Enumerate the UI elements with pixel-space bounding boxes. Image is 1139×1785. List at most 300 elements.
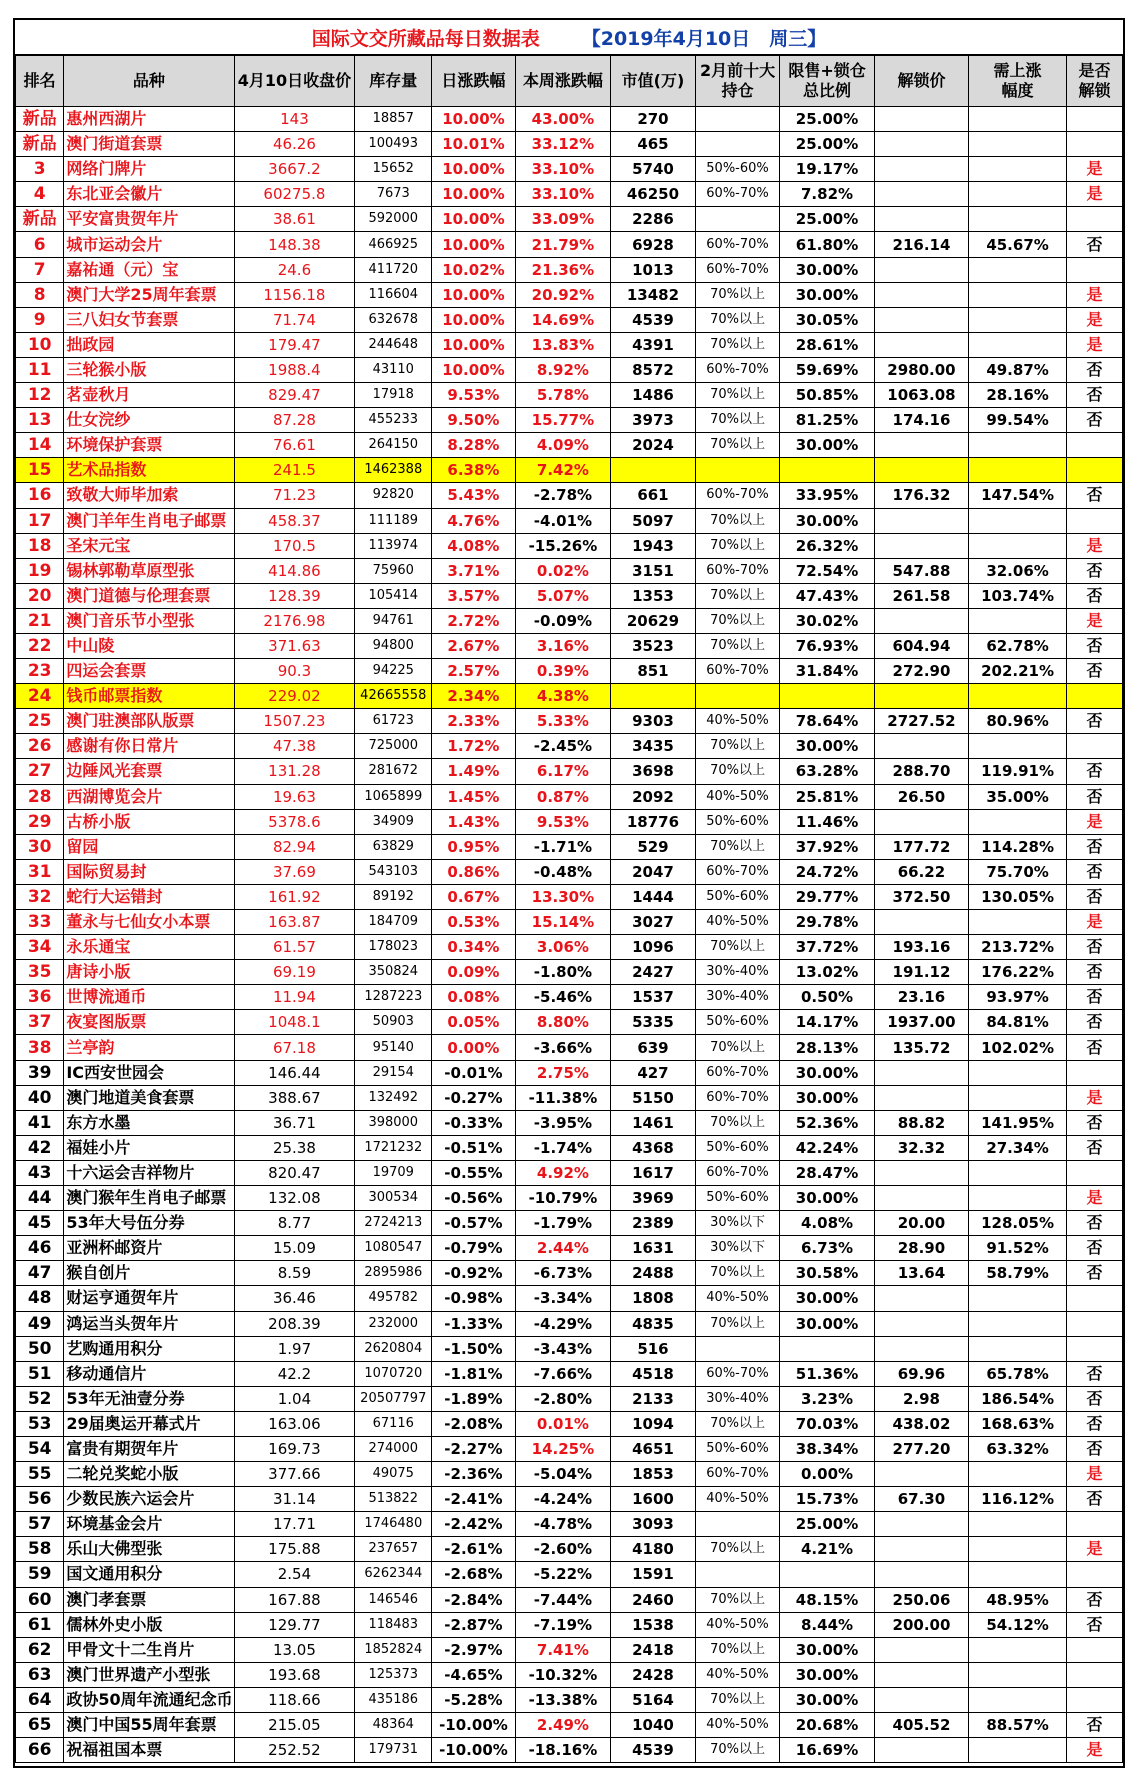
rank-cell: 10 (16, 332, 64, 357)
need-rise-cell (969, 282, 1067, 307)
rank-cell: 40 (16, 1085, 64, 1110)
stock-cell: 1287223 (355, 985, 432, 1010)
lock-ratio-cell: 19.17% (780, 157, 874, 182)
day-change-cell: 10.00% (432, 332, 515, 357)
table-row (16, 533, 1123, 558)
is-unlocked-cell (1066, 1160, 1122, 1185)
name-cell: 环境保护套票 (64, 433, 234, 458)
col-header-name: 品种 (64, 56, 234, 107)
top10-cell: 50%-60% (695, 1010, 780, 1035)
unlock-price-cell: 66.22 (874, 859, 968, 884)
day-change-cell: -2.97% (432, 1637, 515, 1662)
market-cap-cell: 1538 (611, 1612, 696, 1637)
stock-cell: 725000 (355, 734, 432, 759)
is-unlocked-cell: 否 (1066, 1386, 1122, 1411)
need-rise-cell (969, 1336, 1067, 1361)
week-change-cell: -18.16% (515, 1738, 611, 1763)
week-change-cell: 15.14% (515, 910, 611, 935)
unlock-price-cell: 69.96 (874, 1361, 968, 1386)
price-cell: 24.6 (234, 257, 355, 282)
is-unlocked-cell (1066, 458, 1122, 483)
price-cell: 252.52 (234, 1738, 355, 1763)
is-unlocked-cell (1066, 734, 1122, 759)
table-row (16, 809, 1123, 834)
table-row (16, 834, 1123, 859)
price-cell: 2.54 (234, 1562, 355, 1587)
rank-cell: 42 (16, 1135, 64, 1160)
is-unlocked-cell: 否 (1066, 709, 1122, 734)
market-cap-cell: 4368 (611, 1135, 696, 1160)
stock-cell: 513822 (355, 1487, 432, 1512)
day-change-cell: 1.45% (432, 784, 515, 809)
col-header-need-rise: 需上涨 幅度 (969, 56, 1067, 107)
rank-cell: 7 (16, 257, 64, 282)
table-row (16, 1336, 1123, 1361)
rank-cell: 20 (16, 583, 64, 608)
need-rise-cell (969, 1186, 1067, 1211)
name-cell: 少数民族六运会片 (64, 1487, 234, 1512)
unlock-price-cell (874, 282, 968, 307)
top10-cell: 70%以上 (695, 1110, 780, 1135)
price-cell: 76.61 (234, 433, 355, 458)
day-change-cell: 0.08% (432, 985, 515, 1010)
day-change-cell: 10.00% (432, 232, 515, 257)
stock-cell: 1080547 (355, 1236, 432, 1261)
lock-ratio-cell (780, 684, 874, 709)
top10-cell: 40%-50% (695, 784, 780, 809)
need-rise-cell: 48.95% (969, 1587, 1067, 1612)
name-cell: 感谢有你日常片 (64, 734, 234, 759)
week-change-cell: 0.87% (515, 784, 611, 809)
stock-cell: 61723 (355, 709, 432, 734)
week-change-cell: 3.16% (515, 633, 611, 658)
price-cell: 193.68 (234, 1662, 355, 1687)
day-change-cell: -0.56% (432, 1186, 515, 1211)
lock-ratio-cell: 4.21% (780, 1537, 874, 1562)
top10-cell: 40%-50% (695, 910, 780, 935)
unlock-price-cell (874, 1662, 968, 1687)
name-cell: 圣宋元宝 (64, 533, 234, 558)
week-change-cell: 4.09% (515, 433, 611, 458)
day-change-cell: 3.57% (432, 583, 515, 608)
need-rise-cell (969, 1637, 1067, 1662)
need-rise-cell: 28.16% (969, 383, 1067, 408)
is-unlocked-cell (1066, 1311, 1122, 1336)
lock-ratio-cell: 15.73% (780, 1487, 874, 1512)
name-cell: 西湖博览会片 (64, 784, 234, 809)
stock-cell: 100493 (355, 132, 432, 157)
market-cap-cell: 2133 (611, 1386, 696, 1411)
table-row (16, 859, 1123, 884)
market-cap-cell: 1591 (611, 1562, 696, 1587)
lock-ratio-cell: 28.61% (780, 332, 874, 357)
market-cap-cell (611, 684, 696, 709)
market-cap-cell: 13482 (611, 282, 696, 307)
market-cap-cell: 516 (611, 1336, 696, 1361)
unlock-price-cell: 261.58 (874, 583, 968, 608)
stock-cell: 1746480 (355, 1512, 432, 1537)
table-row (16, 935, 1123, 960)
lock-ratio-cell: 47.43% (780, 583, 874, 608)
stock-cell: 89192 (355, 884, 432, 909)
need-rise-cell (969, 684, 1067, 709)
week-change-cell: -4.24% (515, 1487, 611, 1512)
need-rise-cell: 186.54% (969, 1386, 1067, 1411)
top10-cell: 60%-70% (695, 232, 780, 257)
need-rise-cell (969, 1562, 1067, 1587)
table-row (16, 884, 1123, 909)
top10-cell: 60%-70% (695, 1160, 780, 1185)
is-unlocked-cell: 是 (1066, 608, 1122, 633)
top10-cell: 30%-40% (695, 960, 780, 985)
need-rise-cell (969, 1537, 1067, 1562)
name-cell: 29届奥运开幕式片 (64, 1411, 234, 1436)
unlock-price-cell (874, 1060, 968, 1085)
price-cell: 208.39 (234, 1311, 355, 1336)
need-rise-cell (969, 182, 1067, 207)
header-row (16, 56, 1123, 107)
table-row (16, 1211, 1123, 1236)
day-change-cell: 2.67% (432, 633, 515, 658)
need-rise-cell (969, 307, 1067, 332)
name-cell: 艺术品指数 (64, 458, 234, 483)
lock-ratio-cell: 72.54% (780, 558, 874, 583)
market-cap-cell: 2418 (611, 1637, 696, 1662)
top10-cell: 50%-60% (695, 157, 780, 182)
day-change-cell: -0.57% (432, 1211, 515, 1236)
name-cell: 富贵有期贺年片 (64, 1436, 234, 1461)
is-unlocked-cell: 是 (1066, 332, 1122, 357)
price-cell: 179.47 (234, 332, 355, 357)
stock-cell: 7673 (355, 182, 432, 207)
top10-cell: 30%以下 (695, 1236, 780, 1261)
top10-cell: 70%以上 (695, 734, 780, 759)
market-cap-cell: 1094 (611, 1411, 696, 1436)
rank-cell: 新品 (16, 107, 64, 132)
top10-cell: 30%以下 (695, 1211, 780, 1236)
is-unlocked-cell: 是 (1066, 1085, 1122, 1110)
week-change-cell: 4.92% (515, 1160, 611, 1185)
need-rise-cell (969, 1286, 1067, 1311)
price-cell: 175.88 (234, 1537, 355, 1562)
need-rise-cell: 116.12% (969, 1487, 1067, 1512)
price-cell: 163.06 (234, 1411, 355, 1436)
top10-cell: 70%以上 (695, 1637, 780, 1662)
lock-ratio-cell (780, 1562, 874, 1587)
week-change-cell: 9.53% (515, 809, 611, 834)
need-rise-cell: 88.57% (969, 1713, 1067, 1738)
unlock-price-cell: 28.90 (874, 1236, 968, 1261)
price-cell: 17.71 (234, 1512, 355, 1537)
stock-cell: 146546 (355, 1587, 432, 1612)
top10-cell: 30%-40% (695, 985, 780, 1010)
unlock-price-cell (874, 1462, 968, 1487)
need-rise-cell: 93.97% (969, 985, 1067, 1010)
day-change-cell: 10.00% (432, 107, 515, 132)
name-cell: 惠州西湖片 (64, 107, 234, 132)
price-cell: 148.38 (234, 232, 355, 257)
week-change-cell: -1.79% (515, 1211, 611, 1236)
day-change-cell: -0.79% (432, 1236, 515, 1261)
price-cell: 1048.1 (234, 1010, 355, 1035)
day-change-cell: -0.92% (432, 1261, 515, 1286)
day-change-cell: -1.33% (432, 1311, 515, 1336)
col-header-price: 4月10日收盘价 (234, 56, 355, 107)
market-cap-cell: 3973 (611, 408, 696, 433)
table-row (16, 1487, 1123, 1512)
lock-ratio-cell: 30.58% (780, 1261, 874, 1286)
week-change-cell: 43.00% (515, 107, 611, 132)
stock-cell: 111189 (355, 508, 432, 533)
need-rise-cell: 80.96% (969, 709, 1067, 734)
name-cell: 二轮兑奖蛇小版 (64, 1462, 234, 1487)
unlock-price-cell: 23.16 (874, 985, 968, 1010)
table-row (16, 1311, 1123, 1336)
day-change-cell: -1.81% (432, 1361, 515, 1386)
price-cell: 36.71 (234, 1110, 355, 1135)
sheet-date: 【2019年4月10日 周三】 (581, 27, 827, 50)
top10-cell: 40%-50% (695, 1713, 780, 1738)
day-change-cell: -0.27% (432, 1085, 515, 1110)
rank-cell: 53 (16, 1411, 64, 1436)
name-cell: IC西安世园会 (64, 1060, 234, 1085)
is-unlocked-cell (1066, 684, 1122, 709)
week-change-cell: 5.78% (515, 383, 611, 408)
lock-ratio-cell: 30.00% (780, 734, 874, 759)
table-row (16, 784, 1123, 809)
lock-ratio-cell: 25.81% (780, 784, 874, 809)
unlock-price-cell: 174.16 (874, 408, 968, 433)
price-cell: 42.2 (234, 1361, 355, 1386)
unlock-price-cell: 250.06 (874, 1587, 968, 1612)
stock-cell: 132492 (355, 1085, 432, 1110)
stock-cell: 42665558 (355, 684, 432, 709)
unlock-price-cell (874, 1085, 968, 1110)
col-header-day-change: 日涨跌幅 (432, 56, 515, 107)
top10-cell: 70%以上 (695, 508, 780, 533)
day-change-cell: 3.71% (432, 558, 515, 583)
top10-cell: 60%-70% (695, 1361, 780, 1386)
name-cell: 四运会套票 (64, 659, 234, 684)
rank-cell: 23 (16, 659, 64, 684)
week-change-cell: 33.10% (515, 182, 611, 207)
market-cap-cell: 1853 (611, 1462, 696, 1487)
price-cell: 31.14 (234, 1487, 355, 1512)
table-row (16, 684, 1123, 709)
day-change-cell: 10.02% (432, 257, 515, 282)
table-row (16, 1512, 1123, 1537)
table-row (16, 910, 1123, 935)
price-cell: 229.02 (234, 684, 355, 709)
top10-cell (695, 458, 780, 483)
week-change-cell: 33.09% (515, 207, 611, 232)
rank-cell: 17 (16, 508, 64, 533)
name-cell: 澳门音乐节小型张 (64, 608, 234, 633)
table-row (16, 207, 1123, 232)
table-row (16, 1361, 1123, 1386)
price-cell: 71.23 (234, 483, 355, 508)
day-change-cell: -10.00% (432, 1713, 515, 1738)
price-cell: 377.66 (234, 1462, 355, 1487)
is-unlocked-cell: 否 (1066, 1035, 1122, 1060)
name-cell: 艺购通用积分 (64, 1336, 234, 1361)
market-cap-cell: 4539 (611, 307, 696, 332)
col-header-stock: 库存量 (355, 56, 432, 107)
is-unlocked-cell: 否 (1066, 1587, 1122, 1612)
top10-cell: 70%以上 (695, 1537, 780, 1562)
is-unlocked-cell: 否 (1066, 1261, 1122, 1286)
rank-cell: 12 (16, 383, 64, 408)
lock-ratio-cell: 38.34% (780, 1436, 874, 1461)
rank-cell: 13 (16, 408, 64, 433)
is-unlocked-cell: 是 (1066, 1738, 1122, 1763)
unlock-price-cell (874, 684, 968, 709)
day-change-cell: 2.72% (432, 608, 515, 633)
need-rise-cell: 49.87% (969, 357, 1067, 382)
top10-cell: 60%-70% (695, 1462, 780, 1487)
table-row (16, 558, 1123, 583)
name-cell: 国际贸易封 (64, 859, 234, 884)
table-row (16, 1010, 1123, 1035)
unlock-price-cell (874, 107, 968, 132)
need-rise-cell (969, 809, 1067, 834)
top10-cell: 70%以上 (695, 533, 780, 558)
need-rise-cell (969, 1160, 1067, 1185)
week-change-cell: -5.46% (515, 985, 611, 1010)
rank-cell: 19 (16, 558, 64, 583)
unlock-price-cell (874, 1336, 968, 1361)
name-cell: 蛇行大运错封 (64, 884, 234, 909)
unlock-price-cell (874, 433, 968, 458)
rank-cell: 50 (16, 1336, 64, 1361)
top10-cell: 60%-70% (695, 483, 780, 508)
market-cap-cell: 46250 (611, 182, 696, 207)
is-unlocked-cell (1066, 107, 1122, 132)
stock-cell: 19709 (355, 1160, 432, 1185)
stock-cell: 29154 (355, 1060, 432, 1085)
week-change-cell: 13.83% (515, 332, 611, 357)
is-unlocked-cell: 是 (1066, 910, 1122, 935)
day-change-cell: -2.42% (432, 1512, 515, 1537)
market-cap-cell: 2428 (611, 1662, 696, 1687)
rank-cell: 9 (16, 307, 64, 332)
stock-cell: 300534 (355, 1186, 432, 1211)
day-change-cell: -2.36% (432, 1462, 515, 1487)
market-cap-cell: 18776 (611, 809, 696, 834)
week-change-cell: 6.17% (515, 759, 611, 784)
name-cell: 边陲风光套票 (64, 759, 234, 784)
market-cap-cell: 4180 (611, 1537, 696, 1562)
market-cap-cell: 3435 (611, 734, 696, 759)
name-cell: 城市运动会片 (64, 232, 234, 257)
lock-ratio-cell: 11.46% (780, 809, 874, 834)
market-cap-cell: 2488 (611, 1261, 696, 1286)
stock-cell: 63829 (355, 834, 432, 859)
week-change-cell: 5.07% (515, 583, 611, 608)
top10-cell: 70%以上 (695, 1687, 780, 1712)
market-cap-cell: 2460 (611, 1587, 696, 1612)
week-change-cell: -7.19% (515, 1612, 611, 1637)
market-cap-cell: 6928 (611, 232, 696, 257)
table-row (16, 508, 1123, 533)
price-cell: 47.38 (234, 734, 355, 759)
lock-ratio-cell: 16.69% (780, 1738, 874, 1763)
market-cap-cell: 1537 (611, 985, 696, 1010)
week-change-cell: -2.45% (515, 734, 611, 759)
table-row (16, 759, 1123, 784)
is-unlocked-cell: 否 (1066, 985, 1122, 1010)
week-change-cell: 0.02% (515, 558, 611, 583)
table-row (16, 1462, 1123, 1487)
name-cell: 澳门孝套票 (64, 1587, 234, 1612)
day-change-cell: -4.65% (432, 1662, 515, 1687)
table-row (16, 1587, 1123, 1612)
rank-cell: 新品 (16, 132, 64, 157)
top10-cell: 50%-60% (695, 1186, 780, 1211)
market-cap-cell: 529 (611, 834, 696, 859)
table-row (16, 408, 1123, 433)
stock-cell: 15652 (355, 157, 432, 182)
lock-ratio-cell: 30.00% (780, 1286, 874, 1311)
lock-ratio-cell: 81.25% (780, 408, 874, 433)
unlock-price-cell: 1063.08 (874, 383, 968, 408)
name-cell: 乐山大佛型张 (64, 1537, 234, 1562)
top10-cell: 70%以上 (695, 1738, 780, 1763)
stock-cell: 1721232 (355, 1135, 432, 1160)
top10-cell (695, 684, 780, 709)
is-unlocked-cell: 否 (1066, 583, 1122, 608)
unlock-price-cell: 177.72 (874, 834, 968, 859)
stock-cell: 244648 (355, 332, 432, 357)
need-rise-cell (969, 458, 1067, 483)
need-rise-cell (969, 508, 1067, 533)
market-cap-cell: 4518 (611, 1361, 696, 1386)
week-change-cell: -3.34% (515, 1286, 611, 1311)
name-cell: 嘉祐通（元）宝 (64, 257, 234, 282)
table-row (16, 1236, 1123, 1261)
lock-ratio-cell: 30.00% (780, 1060, 874, 1085)
name-cell: 三八妇女节套票 (64, 307, 234, 332)
unlock-price-cell: 20.00 (874, 1211, 968, 1236)
unlock-price-cell (874, 809, 968, 834)
week-change-cell: -2.78% (515, 483, 611, 508)
stock-cell: 350824 (355, 960, 432, 985)
week-change-cell: 8.80% (515, 1010, 611, 1035)
day-change-cell: -2.41% (432, 1487, 515, 1512)
week-change-cell: -4.78% (515, 1512, 611, 1537)
is-unlocked-cell: 否 (1066, 1211, 1122, 1236)
price-cell: 1507.23 (234, 709, 355, 734)
top10-cell: 50%-60% (695, 1436, 780, 1461)
name-cell: 澳门街道套票 (64, 132, 234, 157)
need-rise-cell (969, 1738, 1067, 1763)
stock-cell: 118483 (355, 1612, 432, 1637)
market-cap-cell (611, 458, 696, 483)
unlock-price-cell (874, 508, 968, 533)
unlock-price-cell (874, 1537, 968, 1562)
is-unlocked-cell (1066, 433, 1122, 458)
stock-cell: 274000 (355, 1436, 432, 1461)
top10-cell (695, 1336, 780, 1361)
need-rise-cell (969, 107, 1067, 132)
week-change-cell: 33.10% (515, 157, 611, 182)
price-cell: 87.28 (234, 408, 355, 433)
lock-ratio-cell: 30.00% (780, 282, 874, 307)
day-change-cell: -2.87% (432, 1612, 515, 1637)
top10-cell: 40%-50% (695, 1612, 780, 1637)
need-rise-cell (969, 1311, 1067, 1336)
price-cell: 458.37 (234, 508, 355, 533)
